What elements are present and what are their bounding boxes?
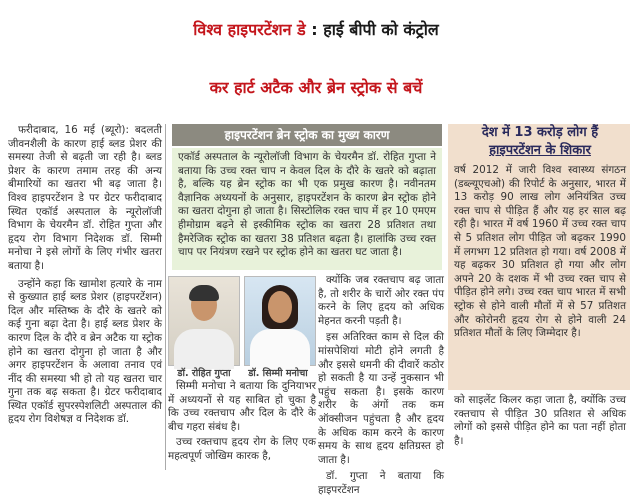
highlight-box-text: एकॉर्ड अस्पताल के न्यूरोलॉजी विभाग के चेयरमैन डॉ. रोहित गुप्ता ने बताया कि उच्च रक्त चाप न केवल दिल के दौरे के खतरे को बढ़ाता है, बल्कि यह ब्रेन स्ट्रोक का भी एक प्रमुख कारण है। नवीनतम वैज्ञानिक अध्ययनों के अनुसार, हाइपरटेंशन के कारण ब्रेन स्ट्रोक होने का खतरा दोगुना हो जाता है। सिस्टोलिक रक्त चाप में हर 10 एमएम हीमोग्राम बढ़ने से इस्कीमिक स्ट्रोक का खतरा 28 प्रतिशत तथा हैमरेजिक स्ट्रोक का खतरा 38 प्रतिशत बढ़ता है। हालांकि उच्च रक्त चाप पर नियंत्रण रखने पर स्ट्रोक होने का खतरा घट जाता है। bbox=[178, 151, 436, 259]
headline-line-2: कर हार्ट अटैक और ब्रेन स्ट्रोक से बचें bbox=[209, 78, 423, 97]
subhead-banner: हाइपरटेंशन ब्रेन स्ट्रोक का मुख्य कारण bbox=[172, 124, 442, 146]
paragraph: डॉ. गुप्ता ने बताया कि हाइपरटेंशन bbox=[318, 470, 444, 496]
headline-red-part: विश्व हाइपरटेंशन डे bbox=[193, 20, 306, 39]
sidebar-title-line: देश में 13 करोड़ लोग हैं bbox=[481, 125, 599, 140]
headline-line-1 bbox=[0, 4, 632, 56]
article-column-3 bbox=[318, 274, 444, 496]
article-column-2 bbox=[168, 380, 316, 470]
coat-shape bbox=[174, 329, 234, 369]
column-divider bbox=[165, 124, 166, 470]
paragraph: को साइलेंट किलर कहा जाता है, क्योंकि उच्च रक्तचाप से पीड़ित 30 प्रतिशत से अधिक लोगों को इससे पीड़ित होने का पता नहीं होता है। bbox=[454, 394, 626, 447]
coat-shape bbox=[250, 329, 310, 369]
doctor-photo-simmi-manocha bbox=[244, 276, 316, 366]
paragraph: इस अतिरिक्त काम से दिल की मांसपेशियां मोटी होने लगती है और इससे धमनी की दीवारें कठोर हो सकती है या उन्हें नुकसान भी पहुंच सकता है। इसके कारण शरीर के अंगों तक कम ऑक्सीजन पहुंचता है और हृदय के अधिक काम करने के कारण समय के साथ हृदय क्षतिग्रस्त हो जाता है। bbox=[318, 331, 444, 466]
face-shape bbox=[268, 291, 292, 323]
paragraph: फरीदाबाद, 16 मई (ब्यूरो): बदलती जीवनशैली के कारण हाई ब्लड प्रेशर की समस्या तेजी से बढ़ती जा रही है। ब्लड प्रेशर के कारण तमाम तरह की अन्य बीमारियों का खतरा भी बढ़ जाता है। विश्व हाइपरटेंशन डे पर ग्रेटर फरीदाबाद स्थित एकॉर्ड अस्पताल के न्यूरोलॉजी विभाग के चेयरमैन डॉ. रोहित गुप्ता और हृदय रोग विभाग निदेशक डॉ. सिम्मी मनोचा ने इसे लोगों के लिए गंभीर खतरा बताया है। bbox=[8, 124, 162, 272]
paragraph: उन्होंने कहा कि खामोश हत्यारे के नाम से कुख्यात हाई ब्लड प्रेशर (हाइपरटेंशन) दिल और मस्तिष्क के दौरे के खतरे को कई गुना बढ़ा देता है। हाई ब्लड प्रेशर के कारण दिल के दौरे व ब्रेन अटैक या स्ट्रोक होने का खतरा दोगुना हो जाता है और अगर हाइपरटेंशन के अलावा तनाव एवं नींद की समस्या भी हो तो यह खतरा चार गुना तक बढ़ सकता है। ग्रेटर फरीदाबाद स्थित एकॉर्ड सुपरस्पेशलिटी अस्पताल की हृदय रोग विशेषज्ञ व निदेशक डॉ. bbox=[8, 277, 162, 426]
highlight-box bbox=[172, 148, 442, 270]
article-column-1 bbox=[8, 124, 162, 470]
paragraph: उच्च रक्तचाप हृदय रोग के लिए एक महत्वपूर्ण जोखिम कारक है, bbox=[168, 436, 316, 462]
headline-black-part: : हाई बीपी को कंट्रोल bbox=[305, 20, 439, 39]
hair-shape bbox=[189, 285, 219, 301]
sidebar-text: वर्ष 2012 में जारी विश्व स्वास्थ्य संगठन (डब्ल्यूएचओ) की रिपोर्ट के अनुसार, भारत में 13 करोड़ 90 लाख लोग अनियंत्रित उच्च रक्त चाप से पीड़ित हैं और यह हर साल बढ़ रही है। भारत में वर्ष 1960 में उच्च रक्त चाप से 5 प्रतिशत लोग पीड़ित जो बढ़कर 1990 में लगभग 12 प्रतिशत हो गया। वर्ष 2008 में यह बढ़कर 30 प्रतिशत हो गया और लोग अपने 20 के दशक में भी उच्च रक्त चाप से पीड़ित होने लगे। उच्च रक्त चाप भारत में सभी स्ट्रोक से होने वाली मौतों में से 57 प्रतिशत और कोरोनरी हृदय रोग से होने वाली 24 प्रतिशत मौतों के लिए जिम्मेदार है। bbox=[454, 164, 626, 340]
sidebar-title bbox=[452, 124, 628, 160]
doctor-photo-rohit-gupta bbox=[168, 276, 240, 366]
doctor-photos bbox=[168, 276, 316, 384]
sidebar-title-line: हाइपरटेंशन के शिकार bbox=[489, 143, 591, 158]
photo-caption: डॉ. सिम्मी मनोचा bbox=[248, 368, 308, 379]
article-column-4 bbox=[454, 394, 626, 470]
paragraph: क्योंकि जब रक्तचाप बढ़ जाता है, तो शरीर के चारों ओर रक्त पंप करने के लिए हृदय को अधिक मेहनत करनी पड़ती है। bbox=[318, 274, 444, 327]
paragraph: सिम्मी मनोचा ने बताया कि दुनियाभर में अध्ययनों से यह साबित हो चुका है कि उच्च रक्तचाप और दिल के दौरे के बीच गहरा संबंध है। bbox=[168, 380, 316, 433]
photo-caption: डॉ. रोहित गुप्ता bbox=[177, 368, 231, 379]
